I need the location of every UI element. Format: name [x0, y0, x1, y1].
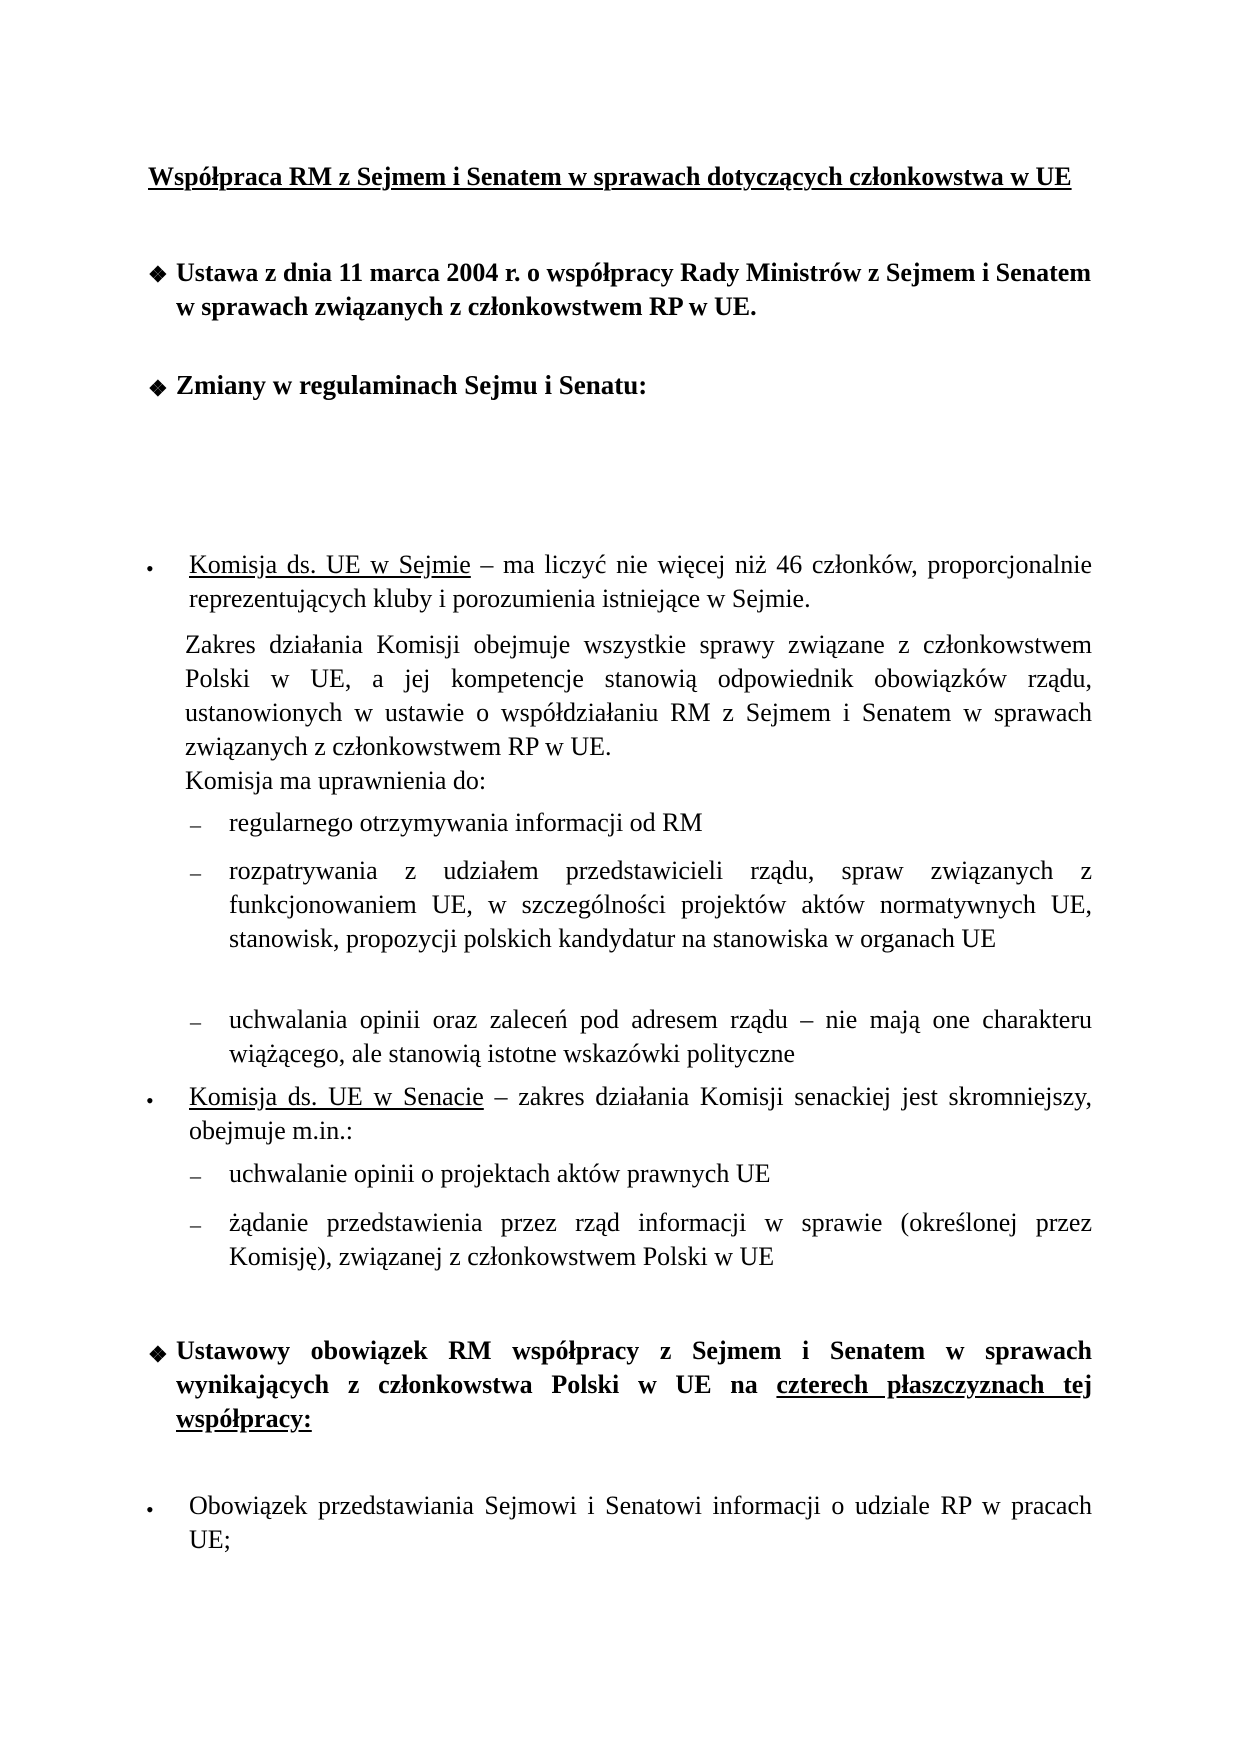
law-reference: Ustawa z dnia 11 marca 2004 r. o współpracy Rady Ministrów z Sejmem i Senatem w sprawach związanych z członkowstwem RP w UE. [176, 258, 1091, 321]
dash-marker: – [190, 1212, 201, 1237]
dash-marker: – [190, 860, 201, 885]
sejm-committee-heading: Komisja ds. UE w Sejmie [189, 550, 471, 579]
sejm-committee-lead: – ma liczyć nie więcej niż 46 członków, proporcjonalnie reprezentujących kluby i porozumienia istniejące w Sejmie. [189, 550, 1092, 613]
dash-marker: – [190, 1009, 201, 1034]
senat-power-item: żądanie przedstawienia przez rząd informacji w sprawie (określonej przez Komisję), związanej z członkowstwem Polski w UE [229, 1208, 1092, 1271]
sejm-committee-item [189, 548, 1092, 616]
section-heading-regulations: Zmiany w regulaminach Sejmu i Senatu: [176, 370, 648, 400]
sejm-power-item: rozpatrywania z udziałem przedstawicieli rządu, spraw związanych z funkcjonowaniem UE, w szczególności projektów aktów normatywnych UE, stanowisk, propozycji polskich kandydatur na stanowiska w organach UE [229, 856, 1092, 953]
bullet-icon: • [146, 556, 154, 581]
obligation-item: Obowiązek przedstawiania Sejmowi i Senatowi informacji o udziale RP w pracach UE; [189, 1491, 1092, 1554]
senat-power-item: uchwalanie opinii o projektach aktów prawnych UE [229, 1159, 771, 1188]
sejm-power-item: regularnego otrzymywania informacji od RM [229, 808, 703, 837]
senat-committee-item [189, 1080, 1092, 1148]
obligation-heading: Ustawowy obowiązek RM współpracy z Sejmem i Senatem w sprawach wynikających z członkowstwa Polski w UE na czterech płaszczyznach tej współpracy: [176, 1336, 1092, 1433]
powers-intro: Komisja ma uprawnienia do: [185, 766, 487, 795]
dash-marker: – [190, 1163, 201, 1188]
bullet-icon: • [146, 1497, 154, 1522]
senat-committee-lead: – zakres działania Komisji senackiej jest skromniejszy, obejmuje m.in.: [189, 1082, 1092, 1145]
senat-committee-heading: Komisja ds. UE w Senacie [189, 1082, 484, 1111]
dash-marker: – [190, 812, 201, 837]
diamond-bullet-icon: ❖ [148, 262, 168, 287]
diamond-bullet-icon: ❖ [148, 376, 168, 401]
sejm-committee-scope: Zakres działania Komisji obejmuje wszystkie sprawy związane z członkowstwem Polski w UE, a jej kompetencje stanowią odpowiednik obowiązków rządu, ustanowionych w ustawie o współdziałaniu RM z Sejmem i Senatem w sprawach związanych z członkowstwem RP w UE. Komisja ma uprawnienia do: [185, 628, 1092, 798]
sejm-power-item: uchwalania opinii oraz zaleceń pod adresem rządu – nie mają one charakteru wiążącego, ale stanowią istotne wskazówki polityczne [229, 1005, 1092, 1068]
bullet-icon: • [146, 1088, 154, 1113]
obligation-underlined: czterech płaszczyznach tej współpracy: [176, 1370, 1092, 1433]
document-title: Współpraca RM z Sejmem i Senatem w sprawach dotyczących członkowstwa w UE [148, 162, 1072, 191]
diamond-bullet-icon: ❖ [148, 1342, 168, 1367]
